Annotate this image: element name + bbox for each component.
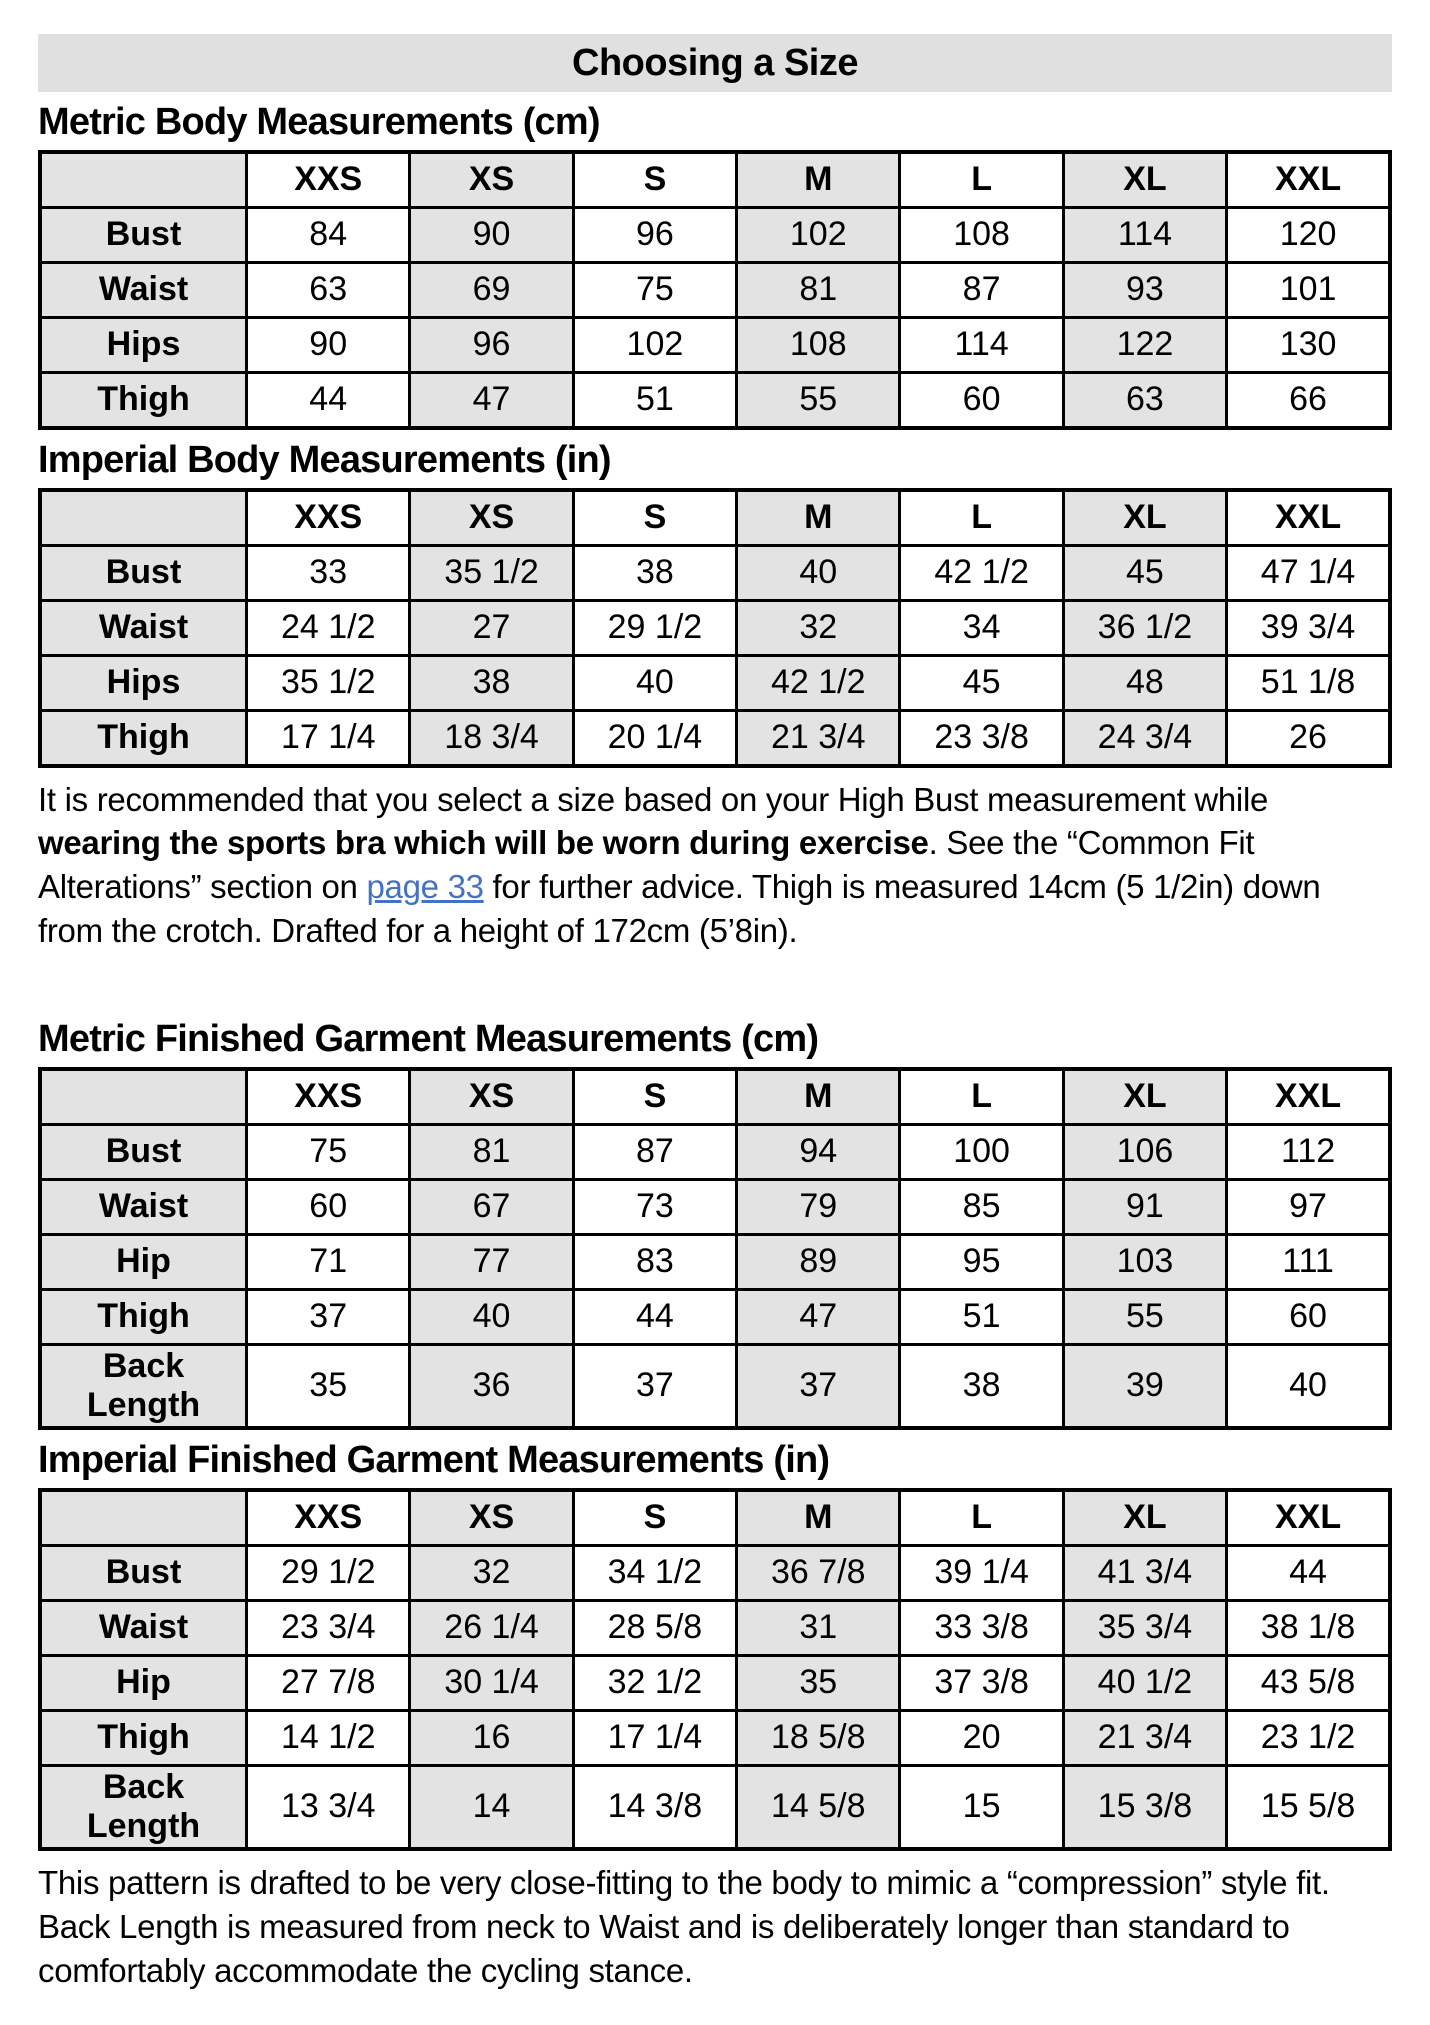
value-cell: 35 1/2 bbox=[247, 655, 410, 710]
header-cell-M: M bbox=[737, 1069, 900, 1125]
header-cell-XXL: XXL bbox=[1227, 490, 1390, 546]
value-cell: 75 bbox=[247, 1124, 410, 1179]
value-cell: 114 bbox=[1063, 207, 1226, 262]
value-cell: 40 1/2 bbox=[1063, 1655, 1226, 1710]
value-cell: 24 3/4 bbox=[1063, 710, 1226, 766]
value-cell: 37 bbox=[247, 1289, 410, 1344]
value-cell: 120 bbox=[1227, 207, 1390, 262]
value-cell: 122 bbox=[1063, 317, 1226, 372]
value-cell: 69 bbox=[410, 262, 573, 317]
value-cell: 60 bbox=[900, 372, 1063, 428]
value-cell: 30 1/4 bbox=[410, 1655, 573, 1710]
value-cell: 51 1/8 bbox=[1227, 655, 1390, 710]
metric-garment-table bbox=[38, 1067, 1392, 1430]
value-cell: 39 3/4 bbox=[1227, 600, 1390, 655]
row-label-cell: Thigh bbox=[40, 1710, 247, 1765]
value-cell: 103 bbox=[1063, 1234, 1226, 1289]
value-cell: 23 1/2 bbox=[1227, 1710, 1390, 1765]
value-cell: 75 bbox=[573, 262, 736, 317]
value-cell: 51 bbox=[900, 1289, 1063, 1344]
corner-cell bbox=[40, 490, 247, 546]
header-cell-L: L bbox=[900, 490, 1063, 546]
metric-body-heading: Metric Body Measurements (cm) bbox=[38, 101, 600, 143]
value-cell: 81 bbox=[737, 262, 900, 317]
value-cell: 28 5/8 bbox=[573, 1600, 736, 1655]
value-cell: 15 bbox=[900, 1765, 1063, 1849]
value-cell: 90 bbox=[247, 317, 410, 372]
value-cell: 17 1/4 bbox=[573, 1710, 736, 1765]
value-cell: 40 bbox=[410, 1289, 573, 1344]
value-cell: 39 bbox=[1063, 1344, 1226, 1428]
value-cell: 44 bbox=[247, 372, 410, 428]
value-cell: 27 bbox=[410, 600, 573, 655]
value-cell: 20 1/4 bbox=[573, 710, 736, 766]
row-label-cell: Hip bbox=[40, 1234, 247, 1289]
row-label-cell: Waist bbox=[40, 1600, 247, 1655]
value-cell: 21 3/4 bbox=[1063, 1710, 1226, 1765]
value-cell: 34 bbox=[900, 600, 1063, 655]
value-cell: 55 bbox=[1063, 1289, 1226, 1344]
value-cell: 90 bbox=[410, 207, 573, 262]
header-cell-L: L bbox=[900, 152, 1063, 208]
value-cell: 40 bbox=[573, 655, 736, 710]
row-label-cell: Back Length bbox=[40, 1344, 247, 1428]
imperial-body-heading: Imperial Body Measurements (in) bbox=[38, 438, 611, 481]
value-cell: 51 bbox=[573, 372, 736, 428]
value-cell: 60 bbox=[1227, 1289, 1390, 1344]
value-cell: 73 bbox=[573, 1179, 736, 1234]
value-cell: 83 bbox=[573, 1234, 736, 1289]
table-row bbox=[40, 317, 1390, 372]
size-header-row bbox=[40, 1069, 1390, 1125]
value-cell: 33 bbox=[247, 545, 410, 600]
note-text: It is recommended that you select a size based on your High Bust measurement while bbox=[38, 780, 1269, 818]
table-row bbox=[40, 1765, 1390, 1849]
row-label-cell: Thigh bbox=[40, 372, 247, 428]
value-cell: 26 1/4 bbox=[410, 1600, 573, 1655]
row-label-cell: Waist bbox=[40, 600, 247, 655]
header-cell-XL: XL bbox=[1063, 490, 1226, 546]
value-cell: 97 bbox=[1227, 1179, 1390, 1234]
value-cell: 26 bbox=[1227, 710, 1390, 766]
value-cell: 111 bbox=[1227, 1234, 1390, 1289]
value-cell: 21 3/4 bbox=[737, 710, 900, 766]
header-cell-XS: XS bbox=[410, 1069, 573, 1125]
bold-text: wearing the sports bra which will be worn during exercise bbox=[38, 824, 929, 862]
value-cell: 91 bbox=[1063, 1179, 1226, 1234]
table-row bbox=[40, 262, 1390, 317]
value-cell: 108 bbox=[737, 317, 900, 372]
value-cell: 95 bbox=[900, 1234, 1063, 1289]
table-row bbox=[40, 1655, 1390, 1710]
header-cell-XS: XS bbox=[410, 152, 573, 208]
value-cell: 63 bbox=[247, 262, 410, 317]
value-cell: 14 3/8 bbox=[573, 1765, 736, 1849]
value-cell: 18 3/4 bbox=[410, 710, 573, 766]
header-cell-XS: XS bbox=[410, 490, 573, 546]
value-cell: 60 bbox=[247, 1179, 410, 1234]
header-cell-S: S bbox=[573, 490, 736, 546]
title-band bbox=[38, 34, 1392, 92]
value-cell: 40 bbox=[737, 545, 900, 600]
table-row bbox=[40, 207, 1390, 262]
section-imperial-body bbox=[38, 440, 1392, 768]
value-cell: 93 bbox=[1063, 262, 1226, 317]
value-cell: 38 bbox=[573, 545, 736, 600]
size-header-row bbox=[40, 1490, 1390, 1546]
imperial-body-table bbox=[38, 488, 1392, 768]
size-header-row bbox=[40, 152, 1390, 208]
value-cell: 47 bbox=[410, 372, 573, 428]
value-cell: 37 bbox=[737, 1344, 900, 1428]
header-cell-XXS: XXS bbox=[247, 152, 410, 208]
header-cell-M: M bbox=[737, 1490, 900, 1546]
metric-garment-heading: Metric Finished Garment Measurements (cm) bbox=[38, 1018, 819, 1061]
value-cell: 87 bbox=[573, 1124, 736, 1179]
header-cell-S: S bbox=[573, 152, 736, 208]
value-cell: 66 bbox=[1227, 372, 1390, 428]
value-cell: 67 bbox=[410, 1179, 573, 1234]
row-label-cell: Waist bbox=[40, 1179, 247, 1234]
value-cell: 18 5/8 bbox=[737, 1710, 900, 1765]
value-cell: 71 bbox=[247, 1234, 410, 1289]
table-row bbox=[40, 1124, 1390, 1179]
value-cell: 102 bbox=[737, 207, 900, 262]
corner-cell bbox=[40, 152, 247, 208]
header-cell-XL: XL bbox=[1063, 1069, 1226, 1125]
row-label-cell: Back Length bbox=[40, 1765, 247, 1849]
size-header-row bbox=[40, 490, 1390, 546]
header-cell-XXL: XXL bbox=[1227, 1490, 1390, 1546]
header-cell-XXS: XXS bbox=[247, 1490, 410, 1546]
table-row bbox=[40, 545, 1390, 600]
table-row bbox=[40, 655, 1390, 710]
value-cell: 42 1/2 bbox=[737, 655, 900, 710]
imperial-garment-table bbox=[38, 1488, 1392, 1851]
page-33-link[interactable]: page 33 bbox=[366, 868, 484, 906]
value-cell: 85 bbox=[900, 1179, 1063, 1234]
section-metric-body bbox=[38, 102, 1392, 430]
imperial-garment-heading: Imperial Finished Garment Measurements (in) bbox=[38, 1439, 830, 1482]
table-row bbox=[40, 710, 1390, 766]
value-cell: 38 1/8 bbox=[1227, 1600, 1390, 1655]
value-cell: 94 bbox=[737, 1124, 900, 1179]
value-cell: 112 bbox=[1227, 1124, 1390, 1179]
row-label-cell: Waist bbox=[40, 262, 247, 317]
value-cell: 38 bbox=[900, 1344, 1063, 1428]
table-row bbox=[40, 600, 1390, 655]
table-row bbox=[40, 372, 1390, 428]
value-cell: 45 bbox=[1063, 545, 1226, 600]
value-cell: 13 3/4 bbox=[247, 1765, 410, 1849]
value-cell: 43 5/8 bbox=[1227, 1655, 1390, 1710]
value-cell: 36 7/8 bbox=[737, 1545, 900, 1600]
value-cell: 40 bbox=[1227, 1344, 1390, 1428]
header-cell-XXL: XXL bbox=[1227, 1069, 1390, 1125]
size-selection-note bbox=[38, 778, 1392, 954]
table-row bbox=[40, 1710, 1390, 1765]
header-cell-XS: XS bbox=[410, 1490, 573, 1546]
value-cell: 23 3/4 bbox=[247, 1600, 410, 1655]
value-cell: 35 bbox=[247, 1344, 410, 1428]
value-cell: 47 bbox=[737, 1289, 900, 1344]
value-cell: 35 1/2 bbox=[410, 545, 573, 600]
row-label-cell: Thigh bbox=[40, 1289, 247, 1344]
value-cell: 16 bbox=[410, 1710, 573, 1765]
value-cell: 29 1/2 bbox=[573, 600, 736, 655]
value-cell: 39 1/4 bbox=[900, 1545, 1063, 1600]
value-cell: 17 1/4 bbox=[247, 710, 410, 766]
value-cell: 96 bbox=[573, 207, 736, 262]
row-label-cell: Bust bbox=[40, 545, 247, 600]
row-label-cell: Thigh bbox=[40, 710, 247, 766]
value-cell: 44 bbox=[1227, 1545, 1390, 1600]
header-cell-XXS: XXS bbox=[247, 490, 410, 546]
row-label-cell: Bust bbox=[40, 207, 247, 262]
value-cell: 101 bbox=[1227, 262, 1390, 317]
value-cell: 24 1/2 bbox=[247, 600, 410, 655]
header-cell-XXL: XXL bbox=[1227, 152, 1390, 208]
value-cell: 35 bbox=[737, 1655, 900, 1710]
value-cell: 29 1/2 bbox=[247, 1545, 410, 1600]
value-cell: 84 bbox=[247, 207, 410, 262]
table-row bbox=[40, 1289, 1390, 1344]
value-cell: 37 bbox=[573, 1344, 736, 1428]
row-label-cell: Hip bbox=[40, 1655, 247, 1710]
corner-cell bbox=[40, 1069, 247, 1125]
table-row bbox=[40, 1234, 1390, 1289]
value-cell: 14 1/2 bbox=[247, 1710, 410, 1765]
value-cell: 96 bbox=[410, 317, 573, 372]
table-row bbox=[40, 1179, 1390, 1234]
header-cell-XXS: XXS bbox=[247, 1069, 410, 1125]
corner-cell bbox=[40, 1490, 247, 1546]
value-cell: 38 bbox=[410, 655, 573, 710]
value-cell: 15 3/8 bbox=[1063, 1765, 1226, 1849]
value-cell: 102 bbox=[573, 317, 736, 372]
value-cell: 32 bbox=[410, 1545, 573, 1600]
section-imperial-garment bbox=[38, 1440, 1392, 1851]
row-label-cell: Bust bbox=[40, 1124, 247, 1179]
value-cell: 87 bbox=[900, 262, 1063, 317]
value-cell: 27 7/8 bbox=[247, 1655, 410, 1710]
value-cell: 63 bbox=[1063, 372, 1226, 428]
metric-body-table bbox=[38, 150, 1392, 430]
header-cell-L: L bbox=[900, 1069, 1063, 1125]
header-cell-L: L bbox=[900, 1490, 1063, 1546]
value-cell: 32 1/2 bbox=[573, 1655, 736, 1710]
garment-fit-note: This pattern is drafted to be very close-fitting to the body to mimic a “compression” style fit. Back Length is measured from neck to Waist and is deliberately longer than standard to comfortably accommodate the cycling stance. bbox=[38, 1864, 1330, 1989]
value-cell: 33 3/8 bbox=[900, 1600, 1063, 1655]
page-title: Choosing a Size bbox=[572, 41, 858, 84]
value-cell: 31 bbox=[737, 1600, 900, 1655]
value-cell: 41 3/4 bbox=[1063, 1545, 1226, 1600]
value-cell: 14 bbox=[410, 1765, 573, 1849]
value-cell: 37 3/8 bbox=[900, 1655, 1063, 1710]
value-cell: 130 bbox=[1227, 317, 1390, 372]
value-cell: 15 5/8 bbox=[1227, 1765, 1390, 1849]
value-cell: 36 bbox=[410, 1344, 573, 1428]
header-cell-S: S bbox=[573, 1490, 736, 1546]
value-cell: 36 1/2 bbox=[1063, 600, 1226, 655]
value-cell: 23 3/8 bbox=[900, 710, 1063, 766]
row-label-cell: Bust bbox=[40, 1545, 247, 1600]
value-cell: 108 bbox=[900, 207, 1063, 262]
value-cell: 42 1/2 bbox=[900, 545, 1063, 600]
value-cell: 114 bbox=[900, 317, 1063, 372]
header-cell-M: M bbox=[737, 490, 900, 546]
table-row bbox=[40, 1600, 1390, 1655]
header-cell-XL: XL bbox=[1063, 152, 1226, 208]
table-row bbox=[40, 1545, 1390, 1600]
value-cell: 106 bbox=[1063, 1124, 1226, 1179]
value-cell: 14 5/8 bbox=[737, 1765, 900, 1849]
value-cell: 81 bbox=[410, 1124, 573, 1179]
value-cell: 45 bbox=[900, 655, 1063, 710]
value-cell: 55 bbox=[737, 372, 900, 428]
value-cell: 34 1/2 bbox=[573, 1545, 736, 1600]
note-text: . See the “Common Fit Alterations” section on bbox=[38, 824, 1255, 906]
value-cell: 32 bbox=[737, 600, 900, 655]
value-cell: 20 bbox=[900, 1710, 1063, 1765]
value-cell: 100 bbox=[900, 1124, 1063, 1179]
value-cell: 35 3/4 bbox=[1063, 1600, 1226, 1655]
header-cell-M: M bbox=[737, 152, 900, 208]
header-cell-S: S bbox=[573, 1069, 736, 1125]
value-cell: 79 bbox=[737, 1179, 900, 1234]
section-metric-garment bbox=[38, 1019, 1392, 1430]
row-label-cell: Hips bbox=[40, 655, 247, 710]
value-cell: 77 bbox=[410, 1234, 573, 1289]
value-cell: 44 bbox=[573, 1289, 736, 1344]
table-row bbox=[40, 1344, 1390, 1428]
note-text: for further advice. Thigh is measured 14cm (5 1/2in) down from the crotch. Drafted for a height of 172cm (5’8in). bbox=[38, 868, 1321, 950]
value-cell: 48 bbox=[1063, 655, 1226, 710]
row-label-cell: Hips bbox=[40, 317, 247, 372]
header-cell-XL: XL bbox=[1063, 1490, 1226, 1546]
value-cell: 89 bbox=[737, 1234, 900, 1289]
value-cell: 47 1/4 bbox=[1227, 545, 1390, 600]
